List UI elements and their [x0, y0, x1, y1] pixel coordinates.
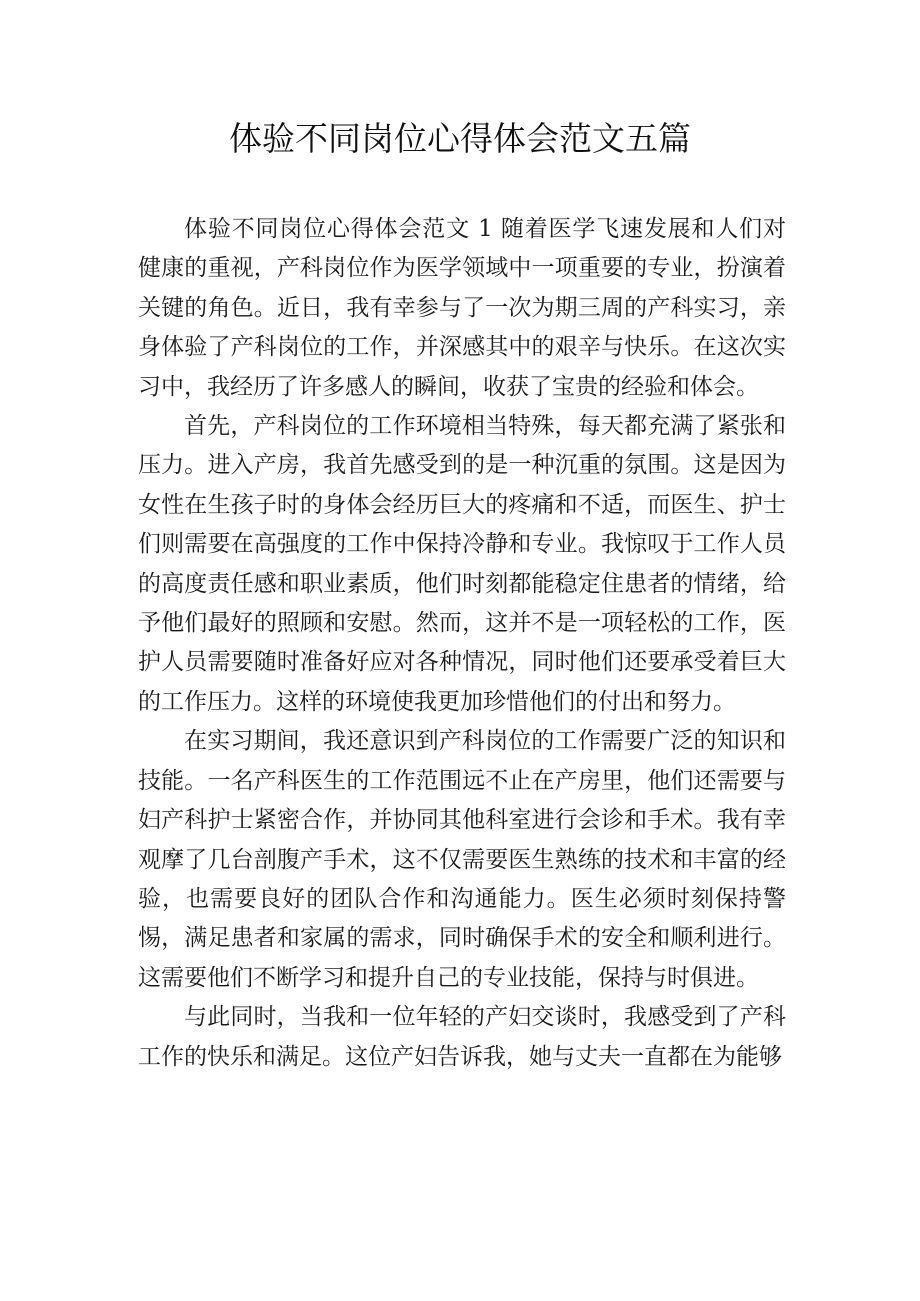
paragraph-2: 首先，产科岗位的工作环境相当特殊，每天都充满了紧张和压力。进入产房，我首先感受到的是一种沉重的氛围。这是因为女性在生孩子时的身体会经历巨大的疼痛和不适，而医生、护士们则需要在高强度的工作中保持冷静和专业。我惊叹于工作人员的高度责任感和职业素质，他们时刻都能稳定住患者的情绪，给予他们最好的照顾和安慰。然而，这并不是一项轻松的工作，医护人员需要随时准备好应对各种情况，同时他们还要承受着巨大的工作压力。这样的环境使我更加珍惜他们的付出和努力。 [138, 413, 786, 715]
paragraph-1: 体验不同岗位心得体会范文 1 随着医学飞速发展和人们对健康的重视，产科岗位作为医学领域中一项重要的专业，扮演着关键的角色。近日，我有幸参与了一次为期三周的产科实习，亲身体验了产科岗位的工作，并深感其中的艰辛与快乐。在这次实习中，我经历了许多感人的瞬间，收获了宝贵的经验和体会。 [138, 216, 786, 400]
document-title: 体验不同岗位心得体会范文五篇 [229, 119, 691, 158]
paragraph-3: 在实习期间，我还意识到产科岗位的工作需要广泛的知识和技能。一名产科医生的工作范围远不止在产房里，他们还需要与妇产科护士紧密合作，并协同其他科室进行会诊和手术。我有幸观摩了几台剖腹产手术，这不仅需要医生熟练的技术和丰富的经验，也需要良好的团队合作和沟通能力。医生必须时刻保持警惕，满足患者和家属的需求，同时确保手术的安全和顺利进行。这需要他们不断学习和提升自己的专业技能，保持与时俱进。 [138, 728, 786, 991]
paragraph-4: 与此同时，当我和一位年轻的产妇交谈时，我感受到了产科工作的快乐和满足。这位产妇告诉我，她与丈夫一直都在为能够 [138, 1004, 786, 1070]
document-body [138, 210, 786, 1077]
